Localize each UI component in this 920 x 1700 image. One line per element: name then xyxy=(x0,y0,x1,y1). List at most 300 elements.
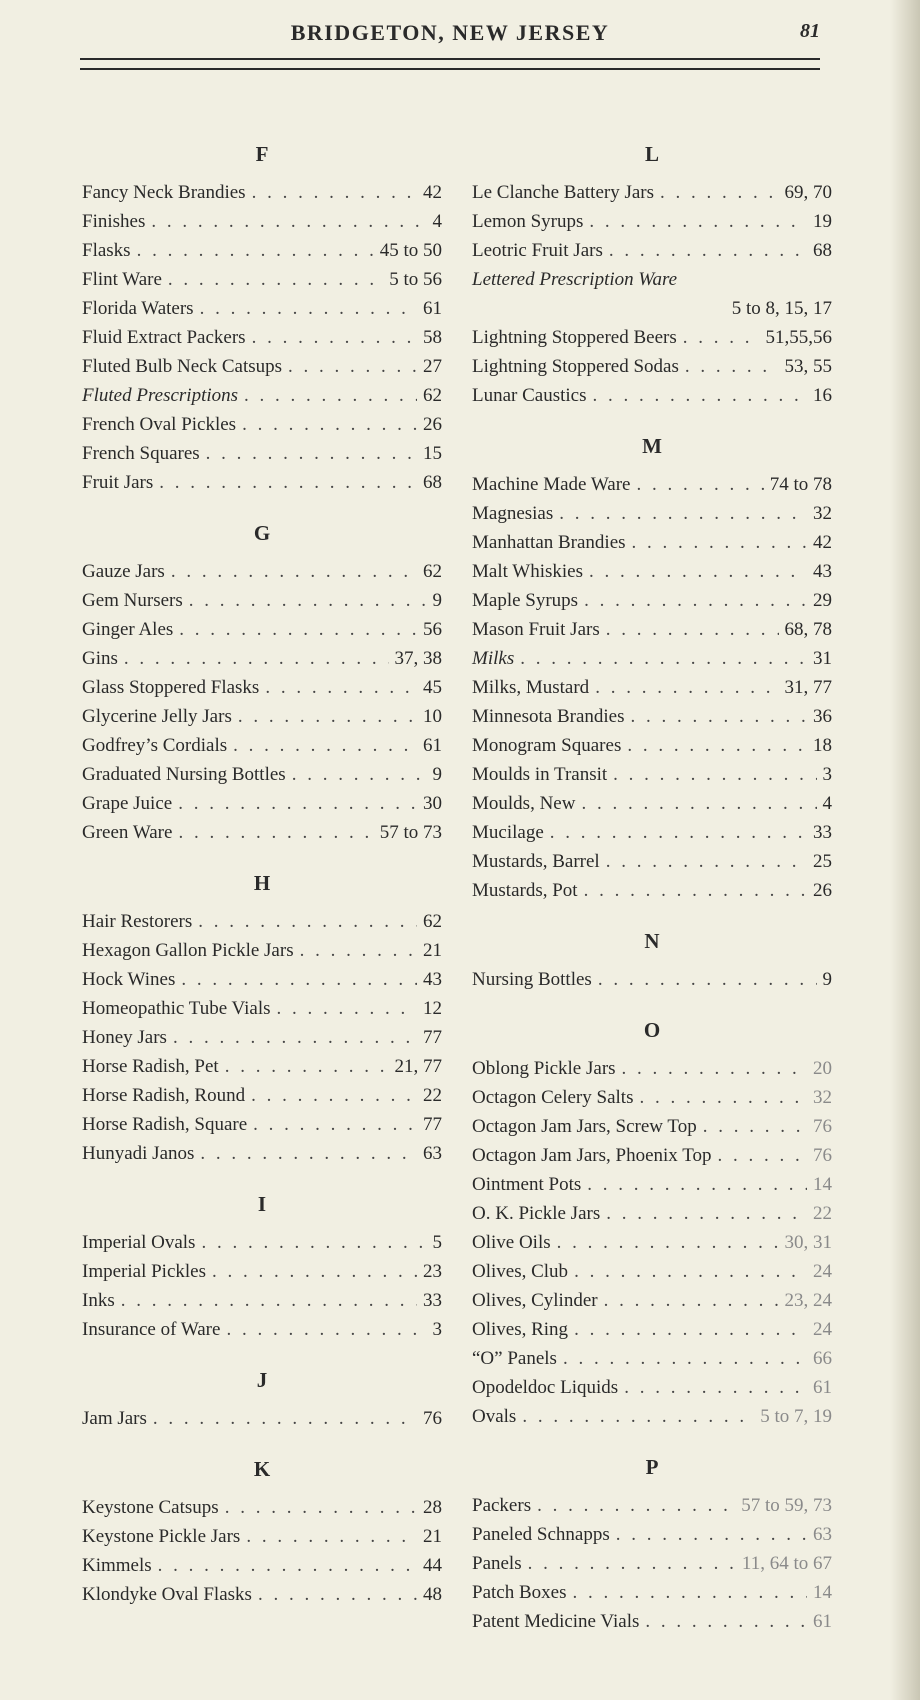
section-letter: N xyxy=(644,929,660,953)
entry-name: Machine Made Ware xyxy=(472,474,631,495)
entry-name: Patent Medicine Vials xyxy=(472,1611,640,1632)
index-entry xyxy=(82,439,442,468)
dot-leader xyxy=(225,1052,389,1081)
section-letter: L xyxy=(644,142,659,166)
entry-name: Glass Stoppered Flasks xyxy=(82,677,260,698)
entry-pages: 28 xyxy=(423,1497,442,1518)
dot-leader xyxy=(557,1228,779,1257)
section-letter: F xyxy=(255,142,269,166)
entry-name: Fruit Jars xyxy=(82,472,154,493)
entry-name: Hock Wines xyxy=(82,969,176,990)
entry-pages: 21, 77 xyxy=(394,1056,442,1077)
index-section-f xyxy=(82,140,442,497)
entry-pages: 26 xyxy=(813,880,832,901)
index-entry xyxy=(82,1139,442,1168)
dot-leader xyxy=(616,1520,807,1549)
index-entry xyxy=(472,207,832,236)
entry-pages: 68 xyxy=(423,472,442,493)
dot-leader xyxy=(181,965,417,994)
entry-name: Glycerine Jelly Jars xyxy=(82,706,232,727)
index-entry xyxy=(472,1578,832,1607)
dot-leader xyxy=(265,673,417,702)
index-section-o xyxy=(472,1016,832,1431)
entry-pages: 23, 24 xyxy=(784,1290,832,1311)
entry-name: Nursing Bottles xyxy=(472,969,592,990)
entry-pages: 25 xyxy=(813,851,832,872)
index-entry xyxy=(82,1257,442,1286)
index-section-k xyxy=(82,1455,442,1609)
entry-pages: 63 xyxy=(813,1524,832,1545)
dot-leader xyxy=(168,265,383,294)
index-entry xyxy=(472,586,832,615)
entry-pages: 27 xyxy=(423,356,442,377)
index-entry xyxy=(472,1199,832,1228)
index-entry xyxy=(472,615,832,644)
entry-pages: 36 xyxy=(813,706,832,727)
dot-leader xyxy=(251,1081,417,1110)
dot-leader xyxy=(253,1110,417,1139)
index-entry xyxy=(82,965,442,994)
entry-name: Graduated Nursing Bottles xyxy=(82,764,286,785)
index-entry xyxy=(472,294,832,323)
dot-leader xyxy=(589,207,807,236)
entry-pages: 77 xyxy=(423,1114,442,1135)
dot-leader xyxy=(137,236,374,265)
entry-name: Florida Waters xyxy=(82,298,194,319)
entry-pages: 42 xyxy=(813,532,832,553)
index-entry xyxy=(82,818,442,847)
section-letter: M xyxy=(642,434,662,458)
entry-name: Mason Fruit Jars xyxy=(472,619,600,640)
index-section-m xyxy=(472,432,832,905)
index-entry xyxy=(472,965,832,994)
index-entry xyxy=(82,1404,442,1433)
entry-name: Keystone Pickle Jars xyxy=(82,1526,241,1547)
entry-name: Hexagon Gallon Pickle Jars xyxy=(82,940,294,961)
section-letter: P xyxy=(645,1455,659,1479)
dot-leader xyxy=(151,207,426,236)
entry-name: Homeopathic Tube Vials xyxy=(82,998,271,1019)
dot-leader xyxy=(288,352,417,381)
index-entry xyxy=(82,702,442,731)
index-entry xyxy=(82,586,442,615)
entry-pages: 31, 77 xyxy=(784,677,832,698)
index-entry xyxy=(472,789,832,818)
entry-name: Moulds in Transit xyxy=(472,764,608,785)
entry-pages: 9 xyxy=(822,969,832,990)
entry-name: Keystone Catsups xyxy=(82,1497,219,1518)
dot-leader xyxy=(124,644,389,673)
index-entry xyxy=(82,760,442,789)
index-entry xyxy=(472,1402,832,1431)
section-letter: K xyxy=(253,1457,271,1481)
entry-name: Ginger Ales xyxy=(82,619,174,640)
index-entry xyxy=(472,673,832,702)
index-entry xyxy=(472,644,832,673)
entry-pages: 31 xyxy=(813,648,832,669)
entry-pages: 9 xyxy=(432,764,442,785)
dot-leader xyxy=(159,468,417,497)
index-entry xyxy=(82,936,442,965)
entry-name: Ointment Pots xyxy=(472,1174,582,1195)
header-rule-top xyxy=(80,58,820,60)
dot-leader xyxy=(238,702,417,731)
index-entry xyxy=(82,731,442,760)
index-entry xyxy=(472,847,832,876)
index-entry xyxy=(472,265,832,294)
index-entry xyxy=(82,1023,442,1052)
entry-name: Lemon Syrups xyxy=(472,211,584,232)
entry-name: Octagon Celery Salts xyxy=(472,1087,634,1108)
index-entry xyxy=(82,410,442,439)
entry-name: Mustards, Barrel xyxy=(472,851,600,872)
dot-leader xyxy=(609,236,807,265)
dot-leader xyxy=(584,586,807,615)
entry-pages: 29 xyxy=(813,590,832,611)
entry-pages: 3 xyxy=(432,1319,442,1340)
entry-pages: 22 xyxy=(813,1203,832,1224)
index-entry xyxy=(82,557,442,586)
index-entry xyxy=(472,323,832,352)
dot-leader xyxy=(292,760,427,789)
entry-pages: 51,55,56 xyxy=(765,327,832,348)
entry-name: Honey Jars xyxy=(82,1027,167,1048)
dot-leader xyxy=(244,381,417,410)
dot-leader xyxy=(639,1083,807,1112)
index-entry xyxy=(472,1315,832,1344)
index-entry xyxy=(472,876,832,905)
entry-pages: 24 xyxy=(813,1319,832,1340)
entry-name: “O” Panels xyxy=(472,1348,557,1369)
entry-name: O. K. Pickle Jars xyxy=(472,1203,601,1224)
entry-pages: 4 xyxy=(432,211,442,232)
dot-leader xyxy=(645,1607,807,1636)
entry-name: Le Clanche Battery Jars xyxy=(472,182,655,203)
entry-pages: 76 xyxy=(813,1116,832,1137)
index-entry xyxy=(82,381,442,410)
entry-pages: 32 xyxy=(813,1087,832,1108)
entry-name: Lettered Prescription Ware xyxy=(472,269,678,290)
entry-pages: 23 xyxy=(423,1261,442,1282)
dot-leader xyxy=(225,1493,417,1522)
entry-name: Flint Ware xyxy=(82,269,162,290)
entry-name: Opodeldoc Liquids xyxy=(472,1377,619,1398)
entry-pages: 5 to 7, 19 xyxy=(760,1406,832,1427)
entry-name: Leotric Fruit Jars xyxy=(472,240,603,261)
dot-leader xyxy=(584,876,807,905)
dot-leader xyxy=(233,731,417,760)
entry-name: Godfrey’s Cordials xyxy=(82,735,228,756)
index-entry xyxy=(472,381,832,410)
entry-pages: 45 xyxy=(423,677,442,698)
dot-leader xyxy=(604,1286,779,1315)
index-entry xyxy=(82,994,442,1023)
dot-leader xyxy=(574,1315,807,1344)
header-rule-bottom xyxy=(80,68,820,70)
entry-pages: 5 xyxy=(432,1232,442,1253)
index-entry xyxy=(82,352,442,381)
entry-name: Olives, Cylinder xyxy=(472,1290,598,1311)
entry-name: Magnesias xyxy=(472,503,554,524)
entry-pages: 14 xyxy=(813,1582,832,1603)
entry-pages: 4 xyxy=(822,793,832,814)
entry-name: Octagon Jam Jars, Phoenix Top xyxy=(472,1145,712,1166)
entry-pages: 19 xyxy=(813,211,832,232)
entry-pages: 26 xyxy=(423,414,442,435)
entry-name: Lightning Stoppered Beers xyxy=(472,327,677,348)
entry-pages: 56 xyxy=(423,619,442,640)
dot-leader xyxy=(606,847,807,876)
dot-leader xyxy=(660,178,778,207)
entry-pages: 24 xyxy=(813,1261,832,1282)
entry-name: Fluted Bulb Neck Catsups xyxy=(82,356,283,377)
dot-leader xyxy=(685,352,779,381)
dot-leader xyxy=(226,1315,426,1344)
entry-pages: 66 xyxy=(813,1348,832,1369)
dot-leader xyxy=(624,1373,807,1402)
entry-name: Hair Restorers xyxy=(82,911,193,932)
dot-leader xyxy=(178,818,373,847)
dot-leader xyxy=(198,907,417,936)
index-entry xyxy=(82,468,442,497)
dot-leader xyxy=(173,1023,417,1052)
entry-name: Olives, Club xyxy=(472,1261,569,1282)
index-entry xyxy=(82,236,442,265)
dot-leader xyxy=(537,1491,735,1520)
entry-name: Inks xyxy=(82,1290,115,1311)
entry-pages: 61 xyxy=(813,1377,832,1398)
index-entry xyxy=(472,1491,832,1520)
running-head: BRIDGETON, NEW JERSEY xyxy=(290,20,610,45)
entry-pages: 33 xyxy=(423,1290,442,1311)
entry-pages: 63 xyxy=(423,1143,442,1164)
dot-leader xyxy=(595,673,778,702)
index-entry xyxy=(82,1493,442,1522)
entry-pages: 30, 31 xyxy=(784,1232,832,1253)
dot-leader xyxy=(718,1141,808,1170)
entry-name: Monogram Squares xyxy=(472,735,622,756)
dot-leader xyxy=(178,789,417,818)
entry-pages: 42 xyxy=(423,182,442,203)
index-entry xyxy=(472,178,832,207)
entry-pages: 58 xyxy=(423,327,442,348)
dot-leader xyxy=(559,499,807,528)
entry-pages: 74 to 78 xyxy=(769,474,832,495)
entry-pages: 48 xyxy=(423,1584,442,1605)
entry-pages: 76 xyxy=(423,1408,442,1429)
dot-leader xyxy=(606,615,779,644)
index-entry xyxy=(472,1257,832,1286)
index-entry xyxy=(472,352,832,381)
entry-pages: 15 xyxy=(423,443,442,464)
index-entry xyxy=(82,644,442,673)
dot-leader xyxy=(637,470,764,499)
index-entry xyxy=(82,178,442,207)
entry-pages: 57 to 59, 73 xyxy=(741,1495,832,1516)
entry-name: Hunyadi Janos xyxy=(82,1143,195,1164)
entry-pages: 5 to 56 xyxy=(389,269,442,290)
entry-name: Mucilage xyxy=(472,822,544,843)
index-entry xyxy=(82,1081,442,1110)
entry-name: Green Ware xyxy=(82,822,173,843)
index-entry xyxy=(82,1551,442,1580)
index-entry xyxy=(82,265,442,294)
page-edge-shadow xyxy=(890,0,920,1700)
index-entry xyxy=(472,1141,832,1170)
dot-leader xyxy=(189,586,427,615)
entry-name: Octagon Jam Jars, Screw Top xyxy=(472,1116,697,1137)
entry-pages: 61 xyxy=(813,1611,832,1632)
entry-name: Finishes xyxy=(82,211,146,232)
entry-name: Horse Radish, Pet xyxy=(82,1056,219,1077)
entry-pages: 22 xyxy=(423,1085,442,1106)
index-entry xyxy=(472,499,832,528)
index-entry xyxy=(472,1286,832,1315)
entry-pages: 77 xyxy=(423,1027,442,1048)
index-section-p xyxy=(472,1453,832,1636)
index-entry xyxy=(472,1170,832,1199)
dot-leader xyxy=(598,965,817,994)
page-number: 81 xyxy=(800,20,820,42)
entry-name: Paneled Schnapps xyxy=(472,1524,610,1545)
dot-leader xyxy=(200,294,417,323)
index-entry xyxy=(472,1373,832,1402)
index-entry xyxy=(82,1522,442,1551)
index-entry xyxy=(472,1549,832,1578)
page-header xyxy=(80,16,820,56)
entry-name: Insurance of Ware xyxy=(82,1319,221,1340)
entry-pages: 21 xyxy=(423,940,442,961)
entry-name: Manhattan Brandies xyxy=(472,532,626,553)
entry-name: Moulds, New xyxy=(472,793,576,814)
dot-leader xyxy=(632,528,807,557)
entry-name: Olive Oils xyxy=(472,1232,551,1253)
dot-leader xyxy=(589,557,807,586)
entry-name: Lightning Stoppered Sodas xyxy=(472,356,679,377)
section-letter: J xyxy=(256,1368,268,1392)
dot-leader xyxy=(627,731,807,760)
dot-leader xyxy=(622,1054,807,1083)
index-column-right xyxy=(472,140,832,1658)
entry-name: Mustards, Pot xyxy=(472,880,578,901)
index-entry xyxy=(82,1286,442,1315)
entry-name: Oblong Pickle Jars xyxy=(472,1058,616,1079)
dot-leader xyxy=(121,1286,417,1315)
dot-leader xyxy=(528,1549,736,1578)
entry-pages: 18 xyxy=(813,735,832,756)
section-letter: I xyxy=(257,1192,267,1216)
index-entry xyxy=(472,818,832,847)
entry-pages: 20 xyxy=(813,1058,832,1079)
dot-leader xyxy=(158,1551,417,1580)
dot-leader xyxy=(581,789,816,818)
entry-pages: 12 xyxy=(423,998,442,1019)
index-entry xyxy=(472,760,832,789)
entry-pages: 10 xyxy=(423,706,442,727)
index-entry xyxy=(472,528,832,557)
index-entry xyxy=(472,1228,832,1257)
entry-name: Horse Radish, Round xyxy=(82,1085,246,1106)
entry-pages: 14 xyxy=(813,1174,832,1195)
dot-leader xyxy=(631,702,807,731)
entry-pages: 69, 70 xyxy=(784,182,832,203)
entry-pages: 5 to 8, 15, 17 xyxy=(731,298,832,319)
index-section-l xyxy=(472,140,832,410)
entry-pages: 16 xyxy=(813,385,832,406)
dot-leader xyxy=(246,1522,417,1551)
entry-name: Maple Syrups xyxy=(472,590,579,611)
entry-pages: 57 to 73 xyxy=(379,822,442,843)
dot-leader xyxy=(258,1580,417,1609)
entry-pages: 30 xyxy=(423,793,442,814)
entry-name: Panels xyxy=(472,1553,522,1574)
index-entry xyxy=(82,323,442,352)
entry-name: Patch Boxes xyxy=(472,1582,567,1603)
index-section-g xyxy=(82,519,442,847)
entry-pages: 45 to 50 xyxy=(379,240,442,261)
entry-pages: 32 xyxy=(813,503,832,524)
index-entry xyxy=(472,731,832,760)
index-entry xyxy=(472,557,832,586)
dot-leader xyxy=(563,1344,807,1373)
entry-name: Malt Whiskies xyxy=(472,561,584,582)
index-entry xyxy=(82,1052,442,1081)
entry-name: Milks, Mustard xyxy=(472,677,590,698)
dot-leader xyxy=(606,1199,807,1228)
entry-name: Gem Nursers xyxy=(82,590,183,611)
entry-name: Packers xyxy=(472,1495,532,1516)
entry-pages: 62 xyxy=(423,561,442,582)
entry-name: Flasks xyxy=(82,240,131,261)
dot-leader xyxy=(300,936,417,965)
entry-name: Imperial Ovals xyxy=(82,1232,196,1253)
entry-name: Ovals xyxy=(472,1406,517,1427)
entry-pages: 43 xyxy=(423,969,442,990)
entry-name: Imperial Pickles xyxy=(82,1261,206,1282)
dot-leader xyxy=(252,323,417,352)
entry-pages: 37, 38 xyxy=(394,648,442,669)
entry-pages: 62 xyxy=(423,385,442,406)
index-entry xyxy=(472,1083,832,1112)
index-entry xyxy=(472,1607,832,1636)
index-section-i xyxy=(82,1190,442,1344)
entry-pages: 53, 55 xyxy=(784,356,832,377)
entry-name: Horse Radish, Square xyxy=(82,1114,248,1135)
entry-pages: 61 xyxy=(423,298,442,319)
entry-pages: 9 xyxy=(432,590,442,611)
section-letter: H xyxy=(253,871,271,895)
index-entry xyxy=(472,236,832,265)
entry-name: Grape Juice xyxy=(82,793,173,814)
entry-pages: 61 xyxy=(423,735,442,756)
entry-name: French Squares xyxy=(82,443,200,464)
index-entry xyxy=(82,907,442,936)
index-section-h xyxy=(82,869,442,1168)
dot-leader xyxy=(613,760,816,789)
index-entry xyxy=(472,702,832,731)
entry-name: Milks xyxy=(472,648,515,669)
entry-name: Gins xyxy=(82,648,118,669)
index-entry xyxy=(82,1228,442,1257)
entry-name: Klondyke Oval Flasks xyxy=(82,1584,252,1605)
dot-leader xyxy=(550,818,807,847)
entry-name: Lunar Caustics xyxy=(472,385,587,406)
dot-leader xyxy=(242,410,417,439)
entry-name: Fluted Prescriptions xyxy=(82,385,239,406)
dot-leader xyxy=(593,381,807,410)
dot-leader xyxy=(574,1257,807,1286)
index-entry xyxy=(82,673,442,702)
